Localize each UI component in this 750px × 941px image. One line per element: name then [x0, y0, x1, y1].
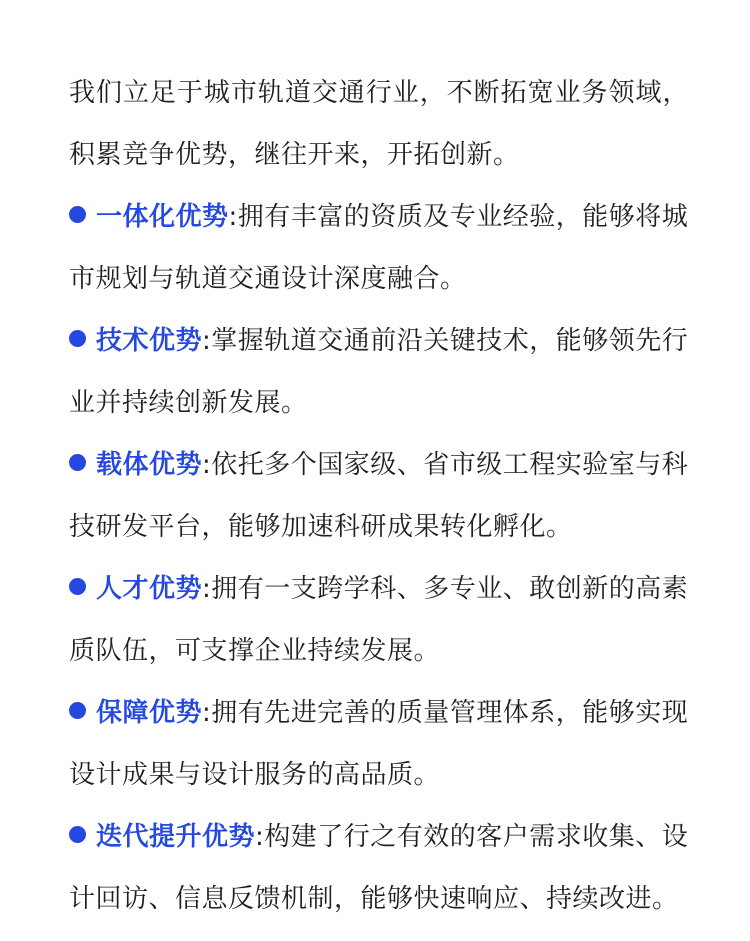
advantage-item-assurance [69, 682, 689, 806]
advantage-term: 技术优势 [96, 326, 203, 356]
advantage-term: 一体化优势 [96, 202, 229, 232]
intro-paragraph: 我们立足于城市轨道交通行业，不断拓宽业务领域，积累竞争优势，继往开来，开拓创新。 [69, 78, 689, 170]
advantage-description: 构建了行之有效的客户需求收集、设计回访、信息反馈机制，能够快速响应、持续改进。 [69, 822, 689, 914]
term-separator: : [228, 202, 238, 232]
advantage-description: 拥有一支跨学科、多专业、敢创新的高素质队伍，可支撑企业持续发展。 [69, 574, 689, 666]
advantage-item-iteration [69, 806, 689, 930]
advantage-item-talent [69, 558, 689, 682]
bullet-dot-icon [69, 330, 86, 347]
term-separator: : [202, 574, 212, 604]
advantage-item-platform [69, 434, 689, 558]
term-separator: : [202, 698, 212, 728]
bullet-dot-icon [69, 206, 86, 223]
advantage-description: 拥有丰富的资质及专业经验，能够将城市规划与轨道交通设计深度融合。 [69, 202, 689, 294]
advantage-item-technology [69, 310, 689, 434]
term-separator: : [202, 450, 212, 480]
advantage-item-integration [69, 186, 689, 310]
advantage-description: 依托多个国家级、省市级工程实验室与科技研发平台，能够加速科研成果转化孵化。 [69, 450, 689, 542]
bullet-dot-icon [69, 454, 86, 471]
term-separator: : [255, 822, 265, 852]
advantage-term: 载体优势 [96, 450, 203, 480]
bullet-dot-icon [69, 826, 86, 843]
bullet-dot-icon [69, 578, 86, 595]
article-body [69, 62, 689, 930]
advantage-term: 人才优势 [96, 574, 203, 604]
advantage-description: 拥有先进完善的质量管理体系，能够实现设计成果与设计服务的高品质。 [69, 698, 689, 790]
advantage-term: 保障优势 [96, 698, 203, 728]
advantage-term: 迭代提升优势 [96, 822, 256, 852]
bullet-dot-icon [69, 702, 86, 719]
advantage-description: 掌握轨道交通前沿关键技术，能够领先行业并持续创新发展。 [69, 326, 689, 418]
term-separator: : [202, 326, 212, 356]
